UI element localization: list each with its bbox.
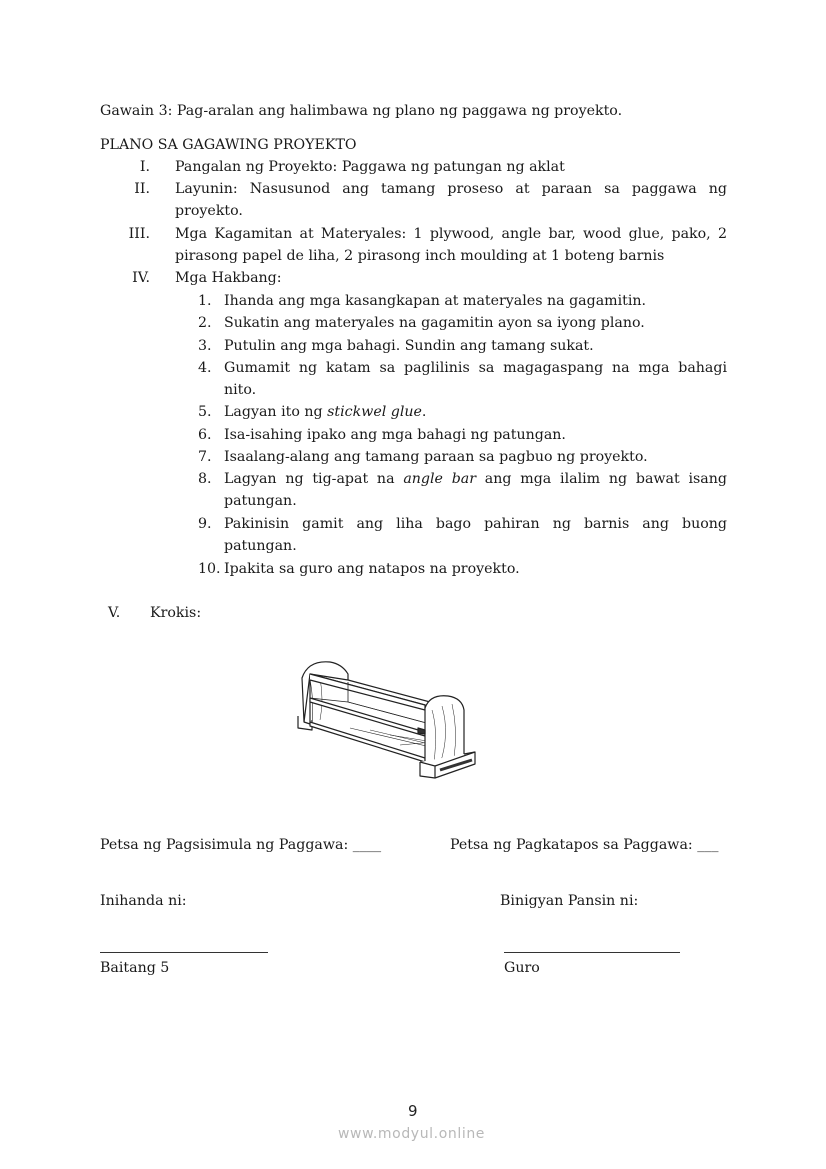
noted-by-label: Binigyan Pansin ni:	[500, 893, 639, 909]
step-text-pre: Lagyan ng tig-apat na	[224, 471, 404, 487]
activity-heading: Gawain 3: Pag-aralan ang halimbawa ng plano ng paggawa ng proyekto.	[100, 103, 623, 119]
step-text: Isa-isahing ipako ang mga bahagi ng patungan.	[224, 427, 566, 443]
step-text: Isaalang-alang ang tamang paraan sa pagbuo ng proyekto.	[224, 449, 648, 465]
watermark: www.modyul.online	[338, 1126, 486, 1142]
step-text-post: ang mga ilalim ng bawat isang	[476, 471, 727, 487]
step-text-cont: patungan.	[224, 493, 297, 509]
section-text: Krokis:	[150, 605, 202, 621]
step-number: 2.	[198, 315, 212, 331]
step-text: Sukatin ang materyales na gagamitin ayon sa iyong plano.	[224, 315, 645, 331]
section-numeral: IV.	[132, 270, 150, 286]
plan-title: PLANO SA GAGAWING PROYEKTO	[100, 137, 357, 153]
step-text-cont: nito.	[224, 382, 257, 398]
prepared-by-role: Baitang 5	[100, 960, 170, 976]
page-number: 9	[408, 1102, 418, 1120]
step-number: 9.	[198, 516, 212, 532]
step-number: 10.	[198, 561, 221, 577]
noted-by-role: Guro	[504, 960, 540, 976]
step-number: 8.	[198, 471, 212, 487]
step-text: Ihanda ang mga kasangkapan at materyales na gagamitin.	[224, 293, 647, 309]
section-text: Mga Kagamitan at Materyales: 1 plywood, angle bar, wood glue, pako, 2	[175, 226, 727, 242]
step-text-cont: patungan.	[224, 538, 297, 554]
step-number: 4.	[198, 360, 212, 376]
step-number: 1.	[198, 293, 212, 309]
step-text-pre: Lagyan ito ng	[224, 404, 328, 420]
step-text: Ipakita sa guro ang natapos na proyekto.	[224, 561, 520, 577]
prepared-by-signature-line	[100, 952, 268, 953]
prepared-by-label: Inihanda ni:	[100, 893, 187, 909]
section-text: Layunin: Nasusunod ang tamang proseso at paraan sa paggawa ng	[175, 181, 727, 197]
section-numeral: I.	[139, 159, 150, 175]
start-date-label: Petsa ng Pagsisimula ng Paggawa: ____	[100, 837, 382, 853]
section-text-cont: pirasong papel de liha, 2 pirasong inch moulding at 1 boteng barnis	[175, 248, 665, 264]
step-text-italic: stickwel glue	[327, 404, 422, 420]
step-text	[224, 471, 727, 487]
section-numeral: II.	[134, 181, 150, 197]
step-text: Gumamit ng katam sa paglilinis sa magagaspang na mga bahagi	[224, 360, 727, 376]
step-text-italic: angle bar	[403, 471, 477, 487]
section-numeral: III.	[128, 226, 150, 242]
end-date-label: Petsa ng Pagkatapos sa Paggawa: ___	[450, 837, 719, 853]
step-text-post: .	[421, 404, 427, 420]
step-number: 6.	[198, 427, 212, 443]
section-text: Pangalan ng Proyekto: Paggawa ng patungan ng aklat	[175, 159, 565, 175]
step-number: 7.	[198, 449, 212, 465]
step-text	[224, 404, 426, 420]
step-number: 5.	[198, 404, 212, 420]
section-numeral: V.	[108, 605, 121, 621]
section-text: Mga Hakbang:	[175, 270, 282, 286]
step-number: 3.	[198, 338, 212, 354]
book-shelf-illustration	[290, 650, 490, 790]
section-text-cont: proyekto.	[175, 203, 243, 219]
noted-by-signature-line	[504, 952, 680, 953]
step-text: Pakinisin gamit ang liha bago pahiran ng barnis ang buong	[224, 516, 727, 532]
step-text: Putulin ang mga bahagi. Sundin ang tamang sukat.	[224, 338, 594, 354]
